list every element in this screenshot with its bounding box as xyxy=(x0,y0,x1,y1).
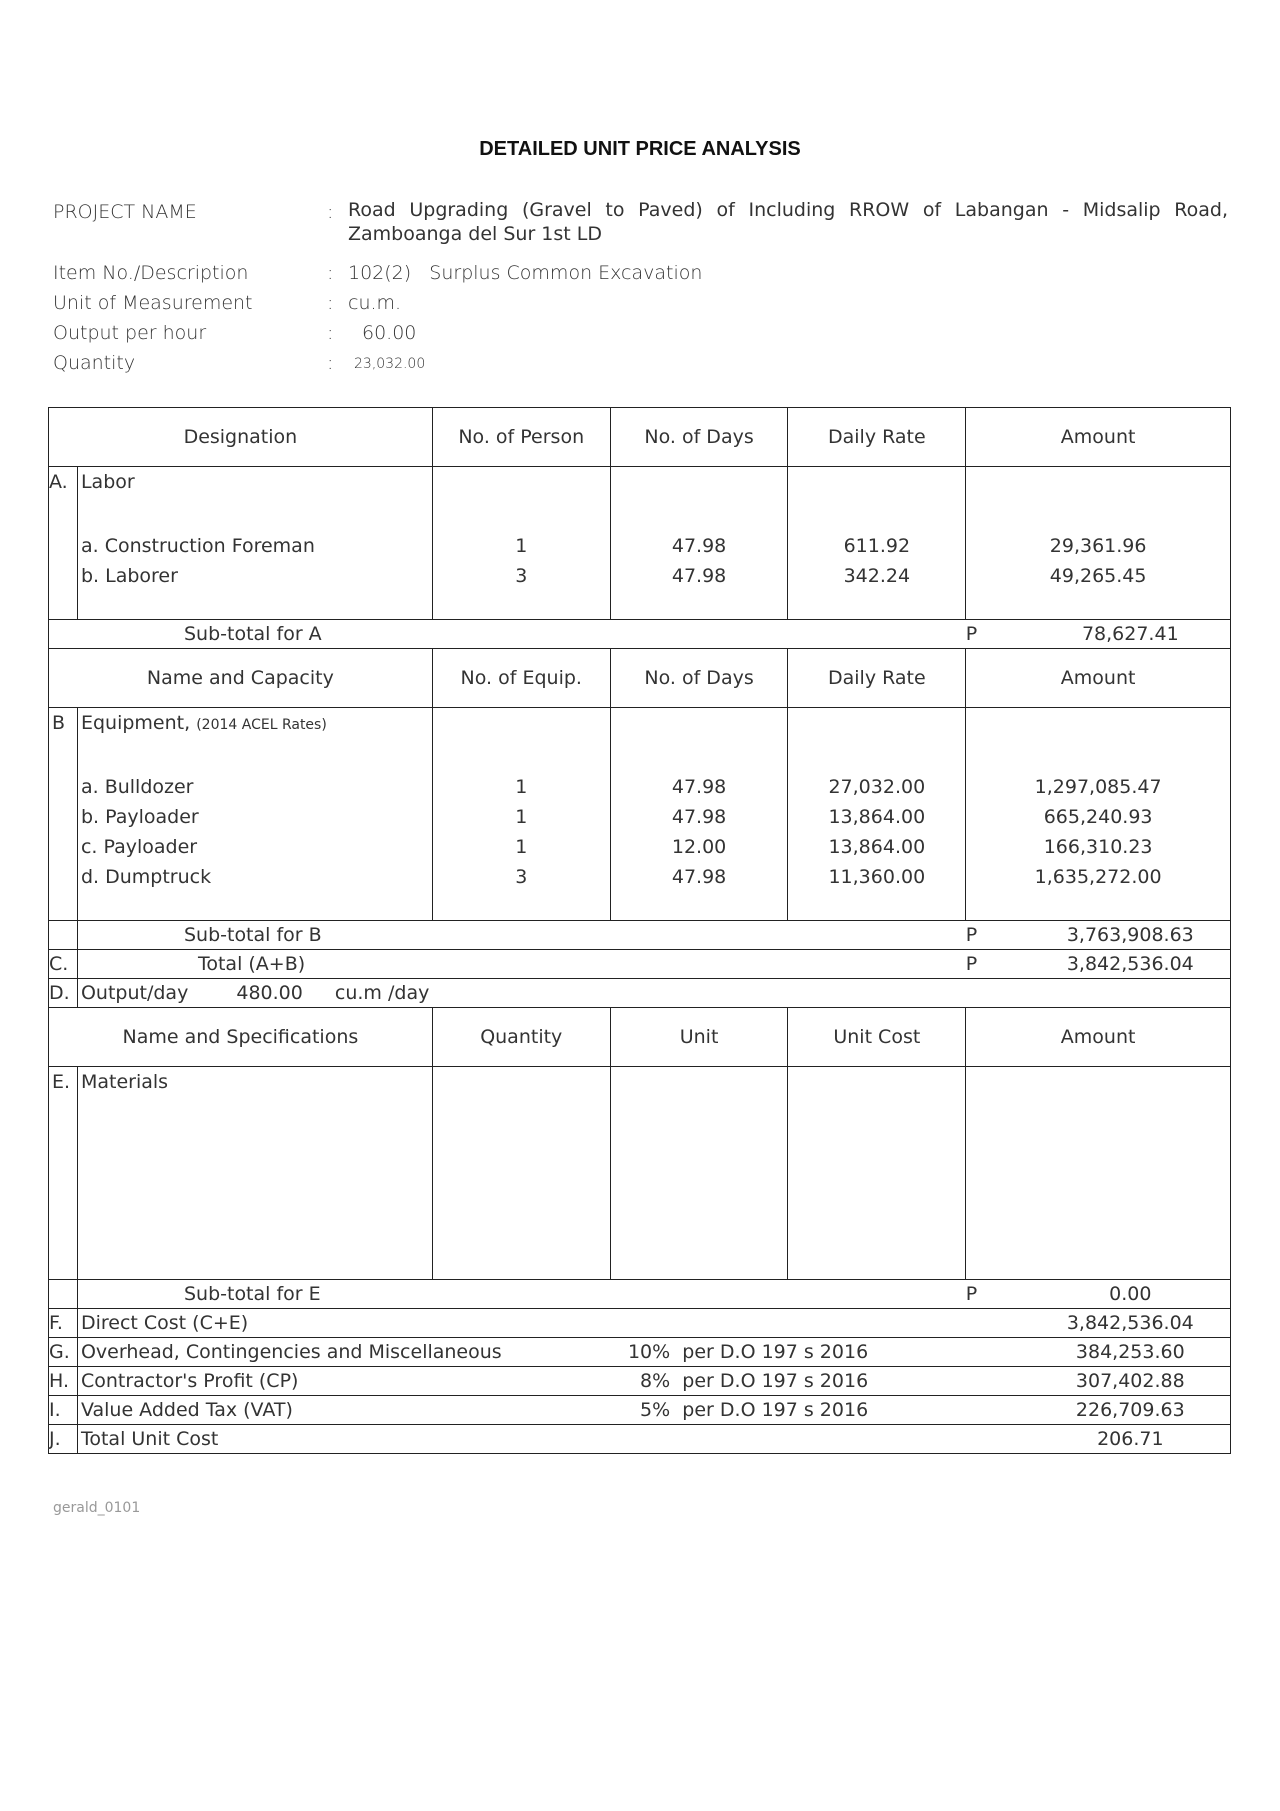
cell: 1 xyxy=(515,535,528,557)
project-name: Road Upgrading (Gravel to Paved) of Including RROW of Labangan - Midsalip Road, Zamboanga del Sur 1st LD xyxy=(348,199,1228,245)
equipment-item: d. Dumptruck xyxy=(80,866,212,888)
cell: 342.24 xyxy=(843,565,911,587)
summary-label: Direct Cost (C+E) xyxy=(77,1309,610,1338)
summary-reference: per D.O 197 s 2016 xyxy=(682,1341,869,1363)
footer-watermark: gerald_0101 xyxy=(53,1500,141,1516)
labor-amounts xyxy=(966,467,1231,620)
summary-reference: per D.O 197 s 2016 xyxy=(682,1370,869,1392)
empty-cell xyxy=(432,1067,610,1280)
item-label: Item No./Description xyxy=(53,262,249,284)
row-letter: G. xyxy=(49,1338,78,1367)
summary-rate xyxy=(610,1309,1030,1338)
acel-note: (2014 ACEL Rates) xyxy=(196,717,327,733)
summary-percent: 8% xyxy=(640,1370,671,1392)
summary-label: Value Added Tax (VAT) xyxy=(77,1396,610,1425)
header-amount: Amount xyxy=(966,408,1231,467)
summary-label: Contractor's Profit (CP) xyxy=(77,1367,610,1396)
row-letter: D. xyxy=(49,979,78,1008)
summary-percent: 10% xyxy=(627,1341,671,1363)
summary-value: 3,842,536.04 xyxy=(1031,1309,1231,1338)
peso-sign: P xyxy=(966,620,1031,649)
materials-header-row xyxy=(49,1008,1231,1067)
header-amount: Amount xyxy=(966,649,1231,708)
project-label: PROJECT NAME xyxy=(53,201,197,223)
labor-item: a. Construction Foreman xyxy=(80,535,315,557)
peso-sign: P xyxy=(966,950,1031,979)
cell: 1 xyxy=(515,806,528,828)
cell: 1 xyxy=(515,776,528,798)
labor-subtotal-row xyxy=(49,620,1231,649)
equipment-rates xyxy=(788,708,966,921)
labor-days xyxy=(610,467,788,620)
header-equip: No. of Equip. xyxy=(432,649,610,708)
labor-section xyxy=(49,467,1231,620)
row-letter: J. xyxy=(49,1425,78,1454)
summary-row-vat xyxy=(49,1396,1231,1425)
item-value: 102(2) Surplus Common Excavation xyxy=(348,262,703,284)
colon: : xyxy=(327,292,334,314)
header-persons: No. of Person xyxy=(432,408,610,467)
colon: : xyxy=(327,262,334,284)
summary-reference: per D.O 197 s 2016 xyxy=(682,1399,869,1421)
peso-sign: P xyxy=(966,1280,1031,1309)
subtotal-label: Sub-total for E xyxy=(77,1280,965,1309)
row-letter: F. xyxy=(49,1309,78,1338)
row-letter: I. xyxy=(49,1396,78,1425)
header-amount: Amount xyxy=(966,1008,1231,1067)
materials-subtotal-row xyxy=(49,1280,1231,1309)
section-letter: E. xyxy=(49,1067,78,1280)
cell: 1,635,272.00 xyxy=(1034,866,1162,888)
subtotal-value: 3,763,908.63 xyxy=(1031,921,1231,950)
output-label: Output per hour xyxy=(53,322,207,344)
cell: 665,240.93 xyxy=(1043,806,1153,828)
summary-value: 307,402.88 xyxy=(1031,1367,1231,1396)
price-analysis-table xyxy=(48,407,1231,1454)
empty-cell xyxy=(49,1280,78,1309)
labor-names xyxy=(77,467,432,620)
equipment-item: b. Payloader xyxy=(80,806,199,828)
section-title: Labor xyxy=(80,471,135,493)
equipment-amounts xyxy=(966,708,1231,921)
row-letter: H. xyxy=(49,1367,78,1396)
cell: 13,864.00 xyxy=(828,836,926,858)
header-designation: Designation xyxy=(49,408,433,467)
header-name-spec: Name and Specifications xyxy=(49,1008,433,1067)
section-title: Materials xyxy=(77,1067,432,1280)
colon: : xyxy=(327,201,334,223)
cell: 49,265.45 xyxy=(1049,565,1147,587)
labor-header-row xyxy=(49,408,1231,467)
summary-label: Overhead, Contingencies and Miscellaneous xyxy=(77,1338,610,1367)
header-days: No. of Days xyxy=(610,408,788,467)
summary-percent: 5% xyxy=(640,1399,671,1421)
output-day-row xyxy=(49,979,1231,1008)
output-day-unit: cu.m /day xyxy=(334,982,430,1004)
total-ab-value: 3,842,536.04 xyxy=(1031,950,1231,979)
summary-rate xyxy=(610,1367,1030,1396)
cell: 3 xyxy=(515,565,528,587)
summary-row-direct-cost xyxy=(49,1309,1231,1338)
summary-rate xyxy=(610,1338,1030,1367)
header-quantity: Quantity xyxy=(432,1008,610,1067)
empty-cell xyxy=(49,921,78,950)
quantity-value: 23,032.00 xyxy=(354,356,426,372)
output-value: 60.00 xyxy=(362,322,417,344)
header-name-capacity: Name and Capacity xyxy=(49,649,433,708)
labor-item: b. Laborer xyxy=(80,565,178,587)
row-letter: C. xyxy=(49,950,78,979)
header-unit: Unit xyxy=(610,1008,788,1067)
empty-cell xyxy=(788,1067,966,1280)
cell: 3 xyxy=(515,866,528,888)
equipment-header-row xyxy=(49,649,1231,708)
summary-value: 206.71 xyxy=(1031,1425,1231,1454)
header-unit-cost: Unit Cost xyxy=(788,1008,966,1067)
total-ab-row xyxy=(49,950,1231,979)
subtotal-label: Sub-total for A xyxy=(49,620,966,649)
subtotal-value: 78,627.41 xyxy=(1031,620,1231,649)
empty-cell xyxy=(610,1067,788,1280)
output-day-value: 480.00 xyxy=(236,982,303,1004)
cell: 47.98 xyxy=(671,806,727,828)
equipment-subtotal-row xyxy=(49,921,1231,950)
subtotal-value: 0.00 xyxy=(1031,1280,1231,1309)
subtotal-label: Sub-total for B xyxy=(77,921,965,950)
page-title: DETAILED UNIT PRICE ANALYSIS xyxy=(479,138,801,160)
cell: 1,297,085.47 xyxy=(1034,776,1162,798)
section-letter: A. xyxy=(49,467,78,620)
total-ab-label: Total (A+B) xyxy=(77,950,965,979)
summary-row-profit xyxy=(49,1367,1231,1396)
unit-value: cu.m. xyxy=(348,292,402,314)
labor-rates xyxy=(788,467,966,620)
section-title: Equipment, xyxy=(80,712,191,734)
header-days: No. of Days xyxy=(610,649,788,708)
colon: : xyxy=(327,322,334,344)
summary-rate xyxy=(610,1425,1030,1454)
header-rate: Daily Rate xyxy=(788,649,966,708)
colon: : xyxy=(327,352,334,374)
output-day-label: Output/day xyxy=(80,982,189,1004)
summary-label: Total Unit Cost xyxy=(77,1425,610,1454)
cell: 166,310.23 xyxy=(1043,836,1153,858)
summary-row-overhead xyxy=(49,1338,1231,1367)
quantity-label: Quantity xyxy=(53,352,136,374)
equipment-item: a. Bulldozer xyxy=(80,776,194,798)
cell: 12.00 xyxy=(671,836,727,858)
labor-counts xyxy=(432,467,610,620)
cell: 13,864.00 xyxy=(828,806,926,828)
materials-section xyxy=(49,1067,1231,1280)
cell: 1 xyxy=(515,836,528,858)
summary-rate xyxy=(610,1396,1030,1425)
equipment-days xyxy=(610,708,788,921)
cell: 47.98 xyxy=(671,565,727,587)
summary-row-total-unit-cost xyxy=(49,1425,1231,1454)
output-day-cell xyxy=(77,979,1230,1008)
equipment-counts xyxy=(432,708,610,921)
cell: 47.98 xyxy=(671,866,727,888)
peso-sign: P xyxy=(966,921,1031,950)
cell: 27,032.00 xyxy=(828,776,926,798)
equipment-section xyxy=(49,708,1231,921)
empty-cell xyxy=(966,1067,1231,1280)
cell: 611.92 xyxy=(843,535,911,557)
summary-value: 384,253.60 xyxy=(1031,1338,1231,1367)
cell: 11,360.00 xyxy=(828,866,926,888)
cell: 47.98 xyxy=(671,776,727,798)
cell: 29,361.96 xyxy=(1049,535,1147,557)
unit-label: Unit of Measurement xyxy=(53,292,253,314)
section-letter: B xyxy=(49,708,78,921)
equipment-names xyxy=(77,708,432,921)
header-rate: Daily Rate xyxy=(788,408,966,467)
equipment-item: c. Payloader xyxy=(80,836,198,858)
cell: 47.98 xyxy=(671,535,727,557)
summary-value: 226,709.63 xyxy=(1031,1396,1231,1425)
